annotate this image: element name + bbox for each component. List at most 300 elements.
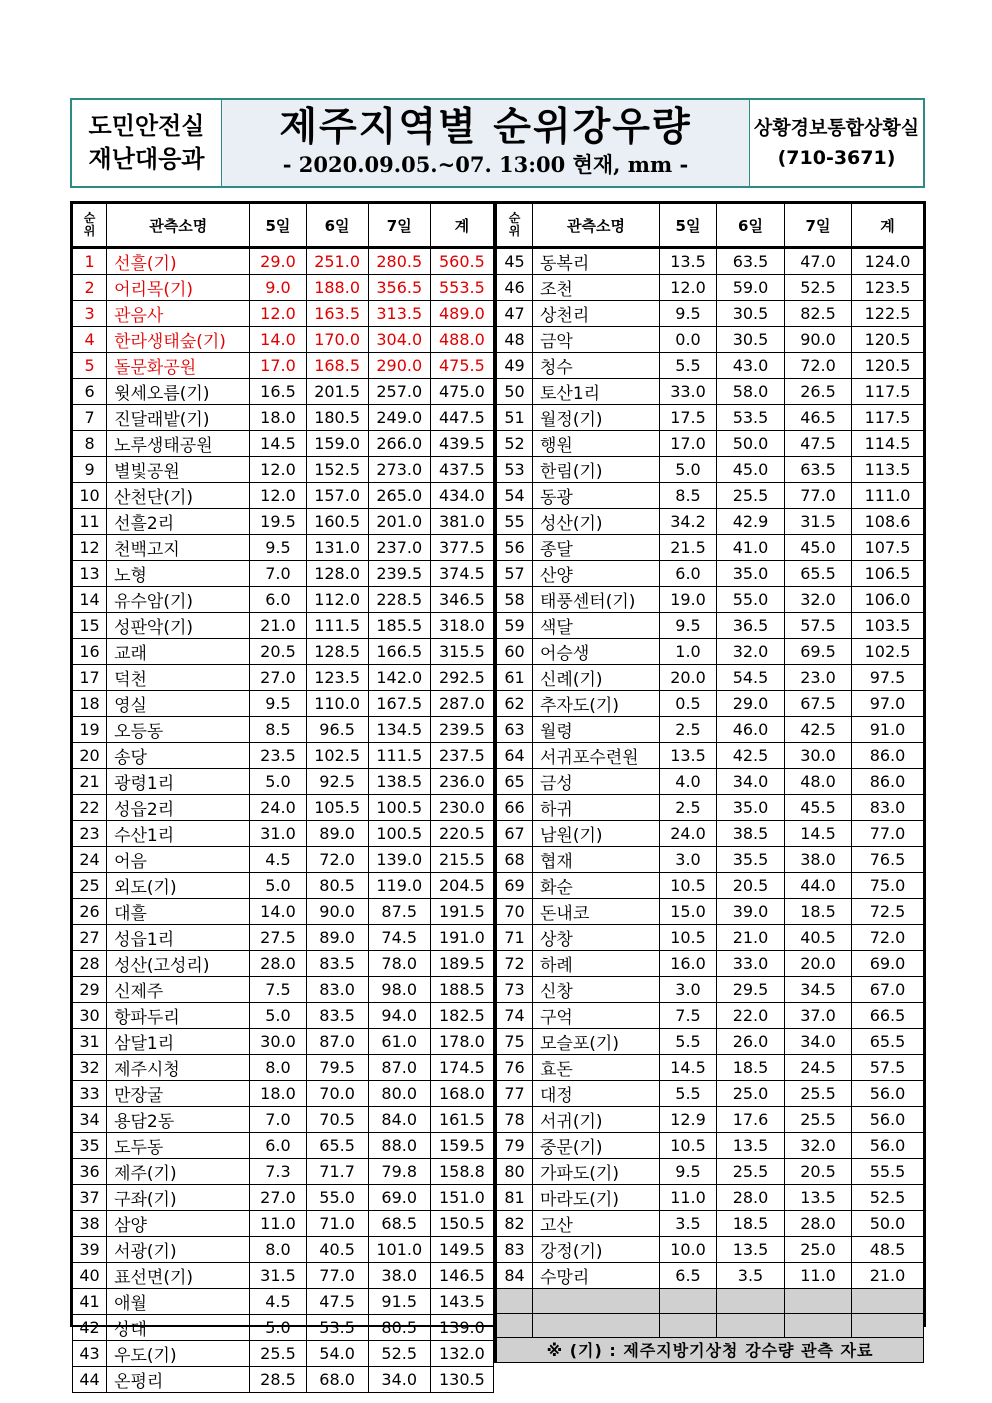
day7-value: 304.0 (368, 327, 430, 353)
rank-cell: 24 (73, 847, 107, 873)
station-name-cell: 돌문화공원 (107, 353, 250, 379)
total-value: 56.0 (852, 1133, 924, 1159)
day6-value: 45.0 (717, 457, 785, 483)
day7-value: 69.0 (368, 1185, 430, 1211)
rank-cell: 2 (73, 275, 107, 301)
total-value: 77.0 (852, 821, 924, 847)
table-row (73, 509, 494, 535)
day5-value: 21.5 (660, 535, 717, 561)
table-row (496, 795, 924, 821)
contact-office: 상황경보통합상황실 (753, 117, 920, 139)
station-name-cell: 온평리 (107, 1367, 250, 1393)
station-name-cell: 한라생태숲(기) (107, 327, 250, 353)
rank-cell: 27 (73, 925, 107, 951)
day5-value: 9.5 (660, 1159, 717, 1185)
total-value: 475.0 (430, 379, 493, 405)
day5-value: 27.0 (250, 665, 306, 691)
total-value: 103.5 (852, 613, 924, 639)
table-row (73, 1315, 494, 1341)
rank-cell: 35 (73, 1133, 107, 1159)
table-row (496, 925, 924, 951)
total-value: 106.0 (852, 587, 924, 613)
day5-value: 23.5 (250, 743, 306, 769)
rank-cell: 47 (496, 301, 533, 327)
day5-value: 18.0 (250, 1081, 306, 1107)
table-row (496, 821, 924, 847)
day6-value: 111.5 (306, 613, 368, 639)
day7-value: 100.5 (368, 821, 430, 847)
day7-value: 25.5 (785, 1107, 852, 1133)
rank-header-char2: 위 (508, 224, 521, 238)
total-value: 377.5 (430, 535, 493, 561)
table-row (73, 717, 494, 743)
day5-value: 21.0 (250, 613, 306, 639)
table-row (73, 535, 494, 561)
table-row (73, 353, 494, 379)
station-name-cell: 용담2동 (107, 1107, 250, 1133)
table-row (496, 483, 924, 509)
day7-value: 239.5 (368, 561, 430, 587)
total-value: 83.0 (852, 795, 924, 821)
station-name-cell: 구억 (533, 1003, 660, 1029)
rank-cell: 4 (73, 327, 107, 353)
table-row (496, 535, 924, 561)
table-row (73, 1081, 494, 1107)
day5-value: 10.0 (660, 1237, 717, 1263)
total-value: 107.5 (852, 535, 924, 561)
day5-value: 5.0 (250, 1003, 306, 1029)
station-name-cell: 오등동 (107, 717, 250, 743)
day5-value: 12.0 (250, 301, 306, 327)
station-name-cell: 외도(기) (107, 873, 250, 899)
day6-value: 89.0 (306, 925, 368, 951)
table-row (73, 925, 494, 951)
table-row (73, 691, 494, 717)
rank-cell: 17 (73, 665, 107, 691)
day6-value: 34.0 (717, 769, 785, 795)
station-name-cell: 색달 (533, 613, 660, 639)
day6-value: 50.0 (717, 431, 785, 457)
day6-value: 47.5 (306, 1289, 368, 1315)
rank-cell: 36 (73, 1159, 107, 1185)
day7-value: 26.5 (785, 379, 852, 405)
day7-value: 266.0 (368, 431, 430, 457)
table-row (496, 1029, 924, 1055)
day6-value: 3.5 (717, 1263, 785, 1289)
total-value: 168.0 (430, 1081, 493, 1107)
rank-cell: 77 (496, 1081, 533, 1107)
total-value: 86.0 (852, 769, 924, 795)
rank-cell: 62 (496, 691, 533, 717)
table-row (496, 847, 924, 873)
day5-value: 14.5 (660, 1055, 717, 1081)
rank-cell: 33 (73, 1081, 107, 1107)
rank-cell: 84 (496, 1263, 533, 1289)
total-value: 204.5 (430, 873, 493, 899)
total-value: 48.5 (852, 1237, 924, 1263)
day7-value: 80.5 (368, 1315, 430, 1341)
table-row (496, 899, 924, 925)
day7-value: 138.5 (368, 769, 430, 795)
total-value: 159.5 (430, 1133, 493, 1159)
day6-header: 6일 (717, 204, 785, 248)
day7-value: 25.5 (785, 1081, 852, 1107)
table-row (73, 248, 494, 275)
day7-value: 52.5 (785, 275, 852, 301)
day6-value: 22.0 (717, 1003, 785, 1029)
day7-value: 290.0 (368, 353, 430, 379)
day7-value: 185.5 (368, 613, 430, 639)
day7-value: 257.0 (368, 379, 430, 405)
table-header-row (73, 204, 494, 248)
table-row (73, 327, 494, 353)
day6-value: 40.5 (306, 1237, 368, 1263)
total-value: 55.5 (852, 1159, 924, 1185)
table-row (496, 379, 924, 405)
day7-value: 61.0 (368, 1029, 430, 1055)
rank-cell: 6 (73, 379, 107, 405)
rank-cell: 19 (73, 717, 107, 743)
day5-value: 27.0 (250, 1185, 306, 1211)
station-name-cell: 신창 (533, 977, 660, 1003)
total-value: 239.5 (430, 717, 493, 743)
rank-cell: 8 (73, 431, 107, 457)
table-row (496, 665, 924, 691)
table-row (496, 769, 924, 795)
table-row (496, 1055, 924, 1081)
rank-cell: 43 (73, 1341, 107, 1367)
station-name-cell: 성읍1리 (107, 925, 250, 951)
day6-value: 92.5 (306, 769, 368, 795)
rank-cell: 52 (496, 431, 533, 457)
day7-value: 31.5 (785, 509, 852, 535)
day6-value: 65.5 (306, 1133, 368, 1159)
day6-value: 21.0 (717, 925, 785, 951)
day6-value: 105.5 (306, 795, 368, 821)
station-name-cell: 성산(고성리) (107, 951, 250, 977)
day7-value: 48.0 (785, 769, 852, 795)
total-value: 76.5 (852, 847, 924, 873)
rank-cell: 37 (73, 1185, 107, 1211)
day6-value: 163.5 (306, 301, 368, 327)
day6-value: 68.0 (306, 1367, 368, 1393)
total-value: 130.5 (430, 1367, 493, 1393)
day5-value: 12.0 (250, 483, 306, 509)
day6-value: 13.5 (717, 1237, 785, 1263)
total-value: 66.5 (852, 1003, 924, 1029)
total-value: 553.5 (430, 275, 493, 301)
total-value: 124.0 (852, 248, 924, 275)
total-value: 120.5 (852, 353, 924, 379)
day7-value: 28.0 (785, 1211, 852, 1237)
day6-value: 38.5 (717, 821, 785, 847)
day5-value: 0.0 (660, 327, 717, 353)
day6-value: 54.5 (717, 665, 785, 691)
rank-cell: 58 (496, 587, 533, 613)
day6-value: 110.0 (306, 691, 368, 717)
empty-cell (785, 1289, 852, 1314)
total-value: 287.0 (430, 691, 493, 717)
station-name-cell: 구좌(기) (107, 1185, 250, 1211)
station-name-cell: 교래 (107, 639, 250, 665)
rank-cell: 5 (73, 353, 107, 379)
day6-value: 43.0 (717, 353, 785, 379)
day5-header: 5일 (660, 204, 717, 248)
rank-header-char1: 순 (508, 211, 521, 225)
day5-value: 33.0 (660, 379, 717, 405)
day7-value: 265.0 (368, 483, 430, 509)
table-row (496, 1107, 924, 1133)
rank-cell: 64 (496, 743, 533, 769)
day5-value: 9.5 (660, 613, 717, 639)
station-name-cell: 행원 (533, 431, 660, 457)
day6-value: 55.0 (306, 1185, 368, 1211)
rank-cell: 3 (73, 301, 107, 327)
total-value: 143.5 (430, 1289, 493, 1315)
rank-cell: 70 (496, 899, 533, 925)
day5-value: 1.0 (660, 639, 717, 665)
day7-value: 65.5 (785, 561, 852, 587)
total-value: 560.5 (430, 248, 493, 275)
rank-cell: 55 (496, 509, 533, 535)
table-row (496, 977, 924, 1003)
table-row (73, 795, 494, 821)
rank-cell: 57 (496, 561, 533, 587)
empty-cell (496, 1289, 533, 1314)
day7-header: 7일 (368, 204, 430, 248)
station-name-cell: 화순 (533, 873, 660, 899)
day7-value: 18.5 (785, 899, 852, 925)
total-value: 434.0 (430, 483, 493, 509)
department-line2: 재난대응과 (88, 145, 205, 173)
day5-value: 5.0 (660, 457, 717, 483)
station-name-cell: 항파두리 (107, 1003, 250, 1029)
empty-cell (717, 1313, 785, 1338)
day7-value: 94.0 (368, 1003, 430, 1029)
station-name-cell: 천백고지 (107, 535, 250, 561)
day7-value: 87.0 (368, 1055, 430, 1081)
table-row (73, 1055, 494, 1081)
station-name-cell: 삼양 (107, 1211, 250, 1237)
total-value: 182.5 (430, 1003, 493, 1029)
day6-value: 29.5 (717, 977, 785, 1003)
rank-cell: 78 (496, 1107, 533, 1133)
title-box (222, 100, 749, 186)
day6-value: 83.5 (306, 1003, 368, 1029)
total-value: 230.0 (430, 795, 493, 821)
table-row (496, 405, 924, 431)
station-name-cell: 상대 (107, 1315, 250, 1341)
table-row (496, 951, 924, 977)
empty-cell (785, 1313, 852, 1338)
station-name-cell: 대정 (533, 1081, 660, 1107)
station-name-cell: 송당 (107, 743, 250, 769)
total-value: 447.5 (430, 405, 493, 431)
day7-value: 32.0 (785, 587, 852, 613)
day6-value: 79.5 (306, 1055, 368, 1081)
day5-value: 13.5 (660, 743, 717, 769)
day6-value: 251.0 (306, 248, 368, 275)
station-name-cell: 선흘(기) (107, 248, 250, 275)
day5-value: 29.0 (250, 248, 306, 275)
station-name-cell: 수산1리 (107, 821, 250, 847)
table-row (73, 431, 494, 457)
day5-value: 25.5 (250, 1341, 306, 1367)
day7-value: 111.5 (368, 743, 430, 769)
empty-row (496, 1313, 924, 1338)
day6-value: 59.0 (717, 275, 785, 301)
department-box (72, 100, 222, 186)
total-value: 56.0 (852, 1107, 924, 1133)
station-name-cell: 월령 (533, 717, 660, 743)
station-name-cell: 표선면(기) (107, 1263, 250, 1289)
day7-value: 68.5 (368, 1211, 430, 1237)
rank-cell: 22 (73, 795, 107, 821)
table-row (73, 951, 494, 977)
rank-cell: 56 (496, 535, 533, 561)
day7-value: 273.0 (368, 457, 430, 483)
station-name-cell: 관음사 (107, 301, 250, 327)
rank-cell: 20 (73, 743, 107, 769)
rank-cell: 31 (73, 1029, 107, 1055)
report-header (70, 98, 925, 188)
table-row (73, 977, 494, 1003)
station-name-cell: 제주(기) (107, 1159, 250, 1185)
day6-value: 17.6 (717, 1107, 785, 1133)
rank-cell: 26 (73, 899, 107, 925)
day6-value: 128.5 (306, 639, 368, 665)
day6-value: 25.5 (717, 483, 785, 509)
station-name-cell: 금성 (533, 769, 660, 795)
total-value: 117.5 (852, 379, 924, 405)
rank-cell: 29 (73, 977, 107, 1003)
rank-cell: 63 (496, 717, 533, 743)
total-value: 120.5 (852, 327, 924, 353)
total-value: 132.0 (430, 1341, 493, 1367)
day5-value: 16.5 (250, 379, 306, 405)
rank-cell: 7 (73, 405, 107, 431)
total-value: 489.0 (430, 301, 493, 327)
station-name-cell: 고산 (533, 1211, 660, 1237)
day5-value: 8.5 (660, 483, 717, 509)
day6-value: 53.5 (306, 1315, 368, 1341)
table-row (73, 639, 494, 665)
station-header: 관측소명 (107, 204, 250, 248)
table-row (496, 639, 924, 665)
rank-cell: 54 (496, 483, 533, 509)
total-value: 318.0 (430, 613, 493, 639)
station-name-cell: 토산1리 (533, 379, 660, 405)
day5-value: 3.0 (660, 977, 717, 1003)
rank-cell: 75 (496, 1029, 533, 1055)
rank-cell: 25 (73, 873, 107, 899)
day6-value: 46.0 (717, 717, 785, 743)
station-name-cell: 광령1리 (107, 769, 250, 795)
total-value: 439.5 (430, 431, 493, 457)
table-row (73, 1159, 494, 1185)
day5-value: 14.0 (250, 327, 306, 353)
day7-value: 139.0 (368, 847, 430, 873)
day7-value: 249.0 (368, 405, 430, 431)
table-row (496, 431, 924, 457)
day5-value: 8.5 (250, 717, 306, 743)
day7-value: 72.0 (785, 353, 852, 379)
table-row (496, 248, 924, 275)
day6-value: 89.0 (306, 821, 368, 847)
empty-cell (852, 1289, 924, 1314)
station-name-cell: 서광(기) (107, 1237, 250, 1263)
day7-value: 45.0 (785, 535, 852, 561)
total-value: 488.0 (430, 327, 493, 353)
day7-value: 14.5 (785, 821, 852, 847)
day6-value: 159.0 (306, 431, 368, 457)
station-name-cell: 강정(기) (533, 1237, 660, 1263)
rank-cell: 67 (496, 821, 533, 847)
day7-value: 34.0 (368, 1367, 430, 1393)
day6-value: 42.9 (717, 509, 785, 535)
day6-value: 112.0 (306, 587, 368, 613)
station-name-cell: 한림(기) (533, 457, 660, 483)
total-value: 191.0 (430, 925, 493, 951)
rank-cell: 48 (496, 327, 533, 353)
day5-value: 8.0 (250, 1055, 306, 1081)
day6-value: 70.0 (306, 1081, 368, 1107)
day7-value: 87.5 (368, 899, 430, 925)
table-row (496, 1081, 924, 1107)
day5-value: 5.5 (660, 1081, 717, 1107)
day5-value: 7.5 (250, 977, 306, 1003)
station-name-cell: 가파도(기) (533, 1159, 660, 1185)
day5-value: 30.0 (250, 1029, 306, 1055)
table-row (73, 1367, 494, 1393)
rank-cell: 50 (496, 379, 533, 405)
station-name-cell: 금악 (533, 327, 660, 353)
day7-value: 280.5 (368, 248, 430, 275)
station-name-cell: 노루생태공원 (107, 431, 250, 457)
rank-cell: 18 (73, 691, 107, 717)
table-row (496, 613, 924, 639)
station-name-cell: 삼달1리 (107, 1029, 250, 1055)
day5-value: 5.0 (250, 769, 306, 795)
day5-value: 14.0 (250, 899, 306, 925)
day7-value: 67.5 (785, 691, 852, 717)
rank-cell: 21 (73, 769, 107, 795)
empty-cell (496, 1313, 533, 1338)
rank-header-char2: 위 (83, 224, 96, 238)
total-value: 315.5 (430, 639, 493, 665)
rank-cell: 13 (73, 561, 107, 587)
day6-value: 152.5 (306, 457, 368, 483)
total-value: 97.5 (852, 665, 924, 691)
day6-value: 28.0 (717, 1185, 785, 1211)
table-row (73, 873, 494, 899)
total-value: 381.0 (430, 509, 493, 535)
day5-value: 7.3 (250, 1159, 306, 1185)
day5-value: 17.0 (660, 431, 717, 457)
day7-value: 88.0 (368, 1133, 430, 1159)
station-name-cell: 서귀포수련원 (533, 743, 660, 769)
total-value: 236.0 (430, 769, 493, 795)
rank-cell: 9 (73, 457, 107, 483)
day6-value: 157.0 (306, 483, 368, 509)
table-row (496, 327, 924, 353)
day6-value: 35.0 (717, 561, 785, 587)
station-name-cell: 도두동 (107, 1133, 250, 1159)
rank-cell: 12 (73, 535, 107, 561)
table-header-row (496, 204, 924, 248)
empty-cell (660, 1313, 717, 1338)
day6-value: 29.0 (717, 691, 785, 717)
